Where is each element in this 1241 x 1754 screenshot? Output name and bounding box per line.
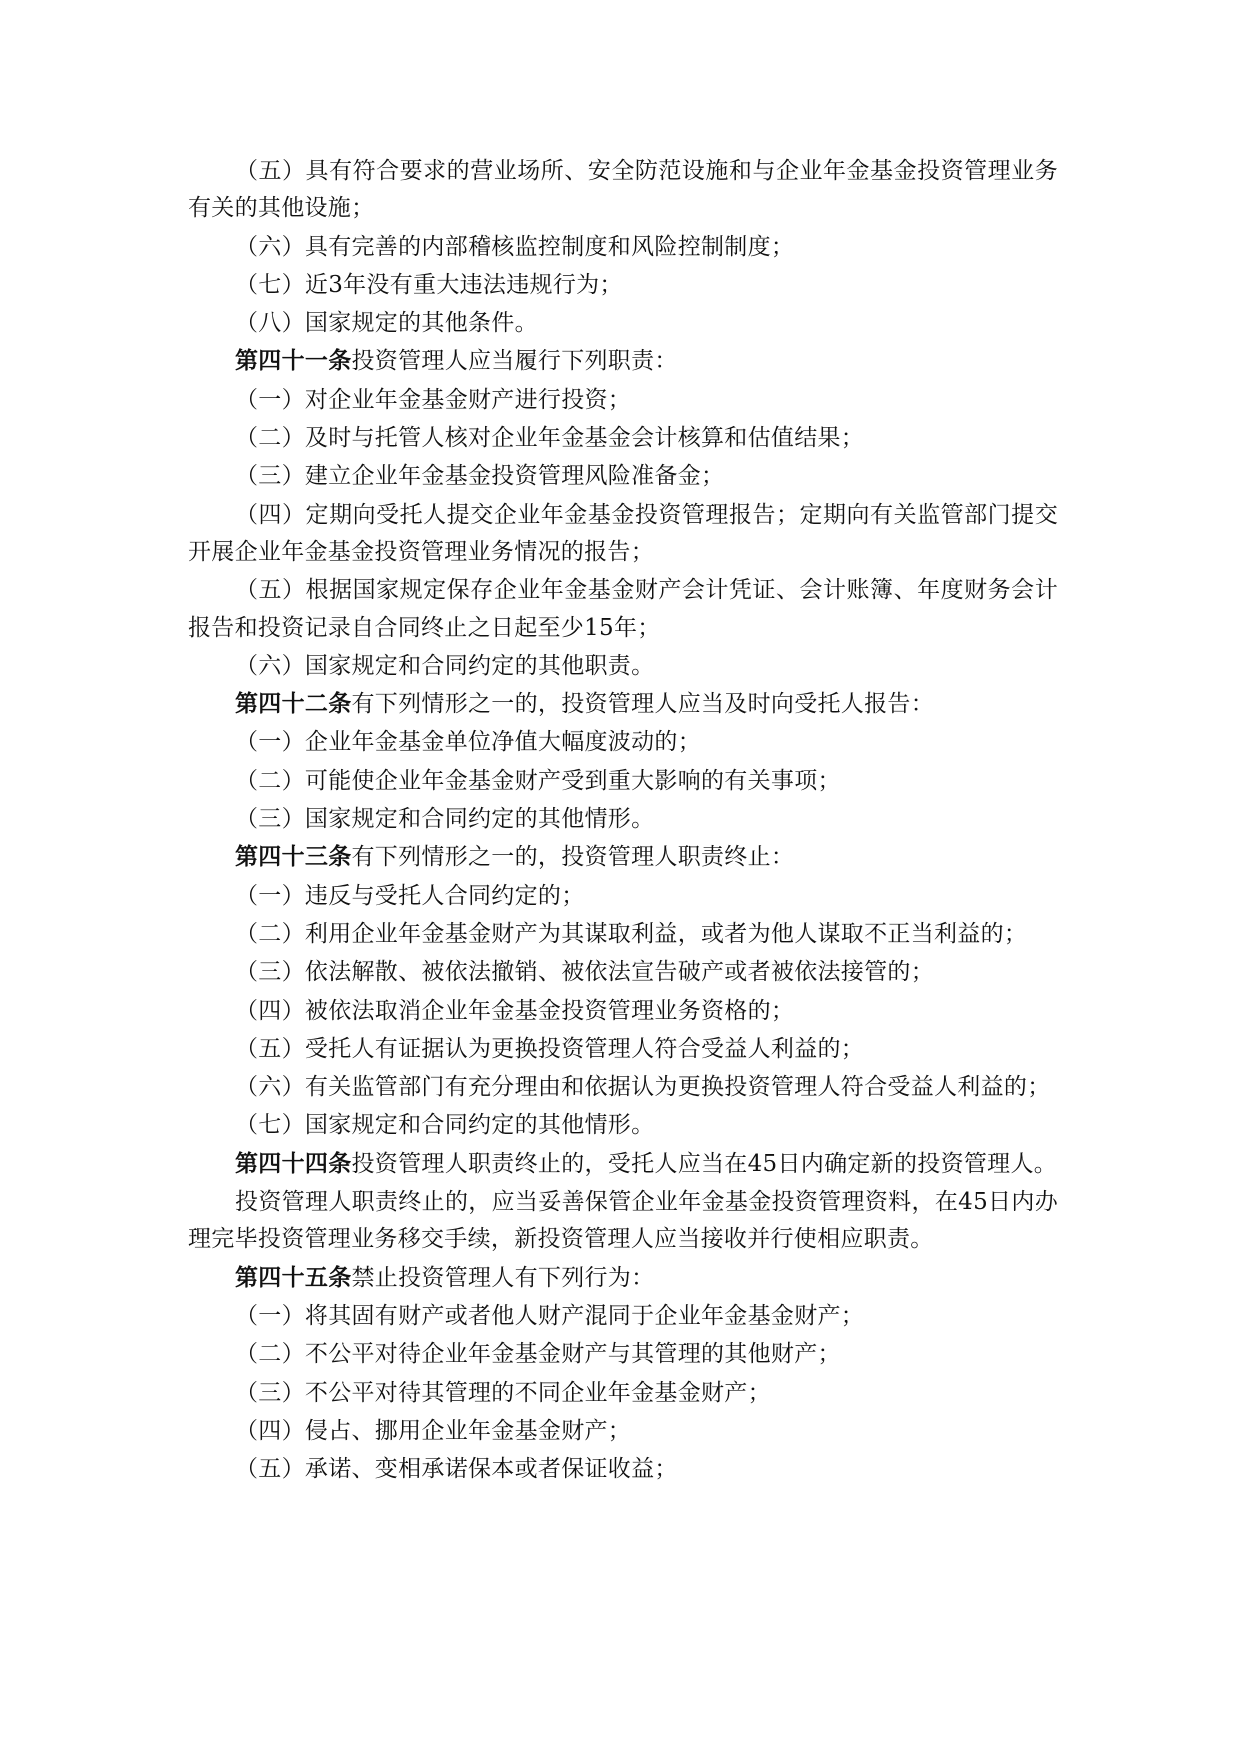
paragraph-text: （四）侵占、挪用企业年金基金财产； <box>235 1417 632 1444</box>
paragraph <box>188 1374 1058 1412</box>
paragraph <box>188 304 1058 342</box>
paragraph-text: （五）受托人有证据认为更换投资管理人符合受益人利益的； <box>235 1035 865 1062</box>
paragraph-text: （五）根据国家规定保存企业年金基金财产会计凭证、会计账簿、年度财务会计报告和投资记录自合同终止之日起至少15年； <box>188 577 1058 641</box>
paragraph-text: 有下列情形之一的，投资管理人职责终止： <box>351 844 795 871</box>
paragraph-text: 有下列情形之一的，投资管理人应当及时向受托人报告： <box>351 691 934 718</box>
paragraph-text: （二）利用企业年金基金财产为其谋取利益，或者为他人谋取不正当利益的； <box>235 920 1028 947</box>
paragraph-text: （三）不公平对待其管理的不同企业年金基金财产； <box>235 1379 771 1406</box>
paragraph-text: （八）国家规定的其他条件。 <box>235 310 538 337</box>
paragraph-text: （四）定期向受托人提交企业年金基金投资管理报告；定期向有关监管部门提交开展企业年金基金投资管理业务情况的报告； <box>188 501 1058 565</box>
paragraph <box>188 228 1058 266</box>
article-label: 第四十一条 <box>235 347 352 375</box>
paragraph <box>188 1297 1058 1335</box>
paragraph-text: （三）国家规定和合同约定的其他情形。 <box>235 806 655 833</box>
paragraph <box>188 877 1058 915</box>
paragraph-text: （二）可能使企业年金基金财产受到重大影响的有关事项； <box>235 767 841 794</box>
paragraph-text: （七）近3年没有重大违法违规行为； <box>235 271 623 298</box>
paragraph <box>188 1335 1058 1373</box>
article-label: 第四十二条 <box>235 690 352 718</box>
paragraph-text: （五）承诺、变相承诺保本或者保证收益； <box>235 1456 678 1483</box>
paragraph-text: （四）被依法取消企业年金基金投资管理业务资格的； <box>235 997 795 1024</box>
paragraph-text: （六）国家规定和合同约定的其他职责。 <box>235 652 655 679</box>
paragraph <box>188 1068 1058 1106</box>
paragraph-text: （二）不公平对待企业年金基金财产与其管理的其他财产； <box>235 1341 841 1368</box>
article-label: 第四十四条 <box>235 1149 352 1177</box>
article-label: 第四十五条 <box>235 1263 352 1291</box>
paragraph-text: （一）企业年金基金单位净值大幅度波动的； <box>235 729 701 756</box>
paragraph <box>188 1450 1058 1488</box>
paragraph-text: （三）依法解散、被依法撤销、被依法宣告破产或者被依法接管的； <box>235 959 934 986</box>
paragraph <box>188 723 1058 761</box>
article-paragraph <box>188 838 1058 876</box>
paragraph <box>188 762 1058 800</box>
article-paragraph <box>188 685 1058 723</box>
document-body <box>188 152 1058 1488</box>
paragraph-text: （五）具有符合要求的营业场所、安全防范设施和与企业年金基金投资管理业务有关的其他设施； <box>188 158 1058 222</box>
article-paragraph <box>188 1145 1058 1183</box>
paragraph <box>188 1030 1058 1068</box>
paragraph <box>188 953 1058 991</box>
paragraph-text: （二）及时与托管人核对企业年金基金会计核算和估值结果； <box>235 425 865 452</box>
paragraph-text: （一）将其固有财产或者他人财产混同于企业年金基金财产； <box>235 1302 865 1329</box>
paragraph <box>188 152 1058 228</box>
paragraph-text: 投资管理人职责终止的，应当妥善保管企业年金基金投资管理资料，在45日内办理完毕投资管理业务移交手续，新投资管理人应当接收并行使相应职责。 <box>188 1189 1058 1253</box>
paragraph-text: 投资管理人应当履行下列职责： <box>351 348 678 375</box>
paragraph <box>188 800 1058 838</box>
paragraph-text: 投资管理人职责终止的，受托人应当在45日内确定新的投资管理人。 <box>351 1150 1058 1177</box>
paragraph <box>188 1106 1058 1144</box>
paragraph-text: （一）对企业年金基金财产进行投资； <box>235 386 632 413</box>
paragraph <box>188 266 1058 304</box>
paragraph <box>188 496 1058 572</box>
paragraph-text: （六）具有完善的内部稽核监控制度和风险控制制度； <box>235 233 795 260</box>
paragraph-text: （一）违反与受托人合同约定的； <box>235 882 585 909</box>
paragraph <box>188 457 1058 495</box>
paragraph <box>188 1183 1058 1259</box>
article-paragraph <box>188 342 1058 380</box>
paragraph <box>188 419 1058 457</box>
paragraph <box>188 381 1058 419</box>
paragraph-text: （七）国家规定和合同约定的其他情形。 <box>235 1112 655 1139</box>
article-label: 第四十三条 <box>235 843 352 871</box>
paragraph-text: 禁止投资管理人有下列行为： <box>351 1264 655 1291</box>
paragraph <box>188 647 1058 685</box>
paragraph <box>188 992 1058 1030</box>
paragraph <box>188 571 1058 647</box>
paragraph <box>188 1412 1058 1450</box>
article-paragraph <box>188 1259 1058 1297</box>
paragraph-text: （三）建立企业年金基金投资管理风险准备金； <box>235 463 725 490</box>
paragraph-text: （六）有关监管部门有充分理由和依据认为更换投资管理人符合受益人利益的； <box>235 1074 1051 1101</box>
paragraph <box>188 915 1058 953</box>
